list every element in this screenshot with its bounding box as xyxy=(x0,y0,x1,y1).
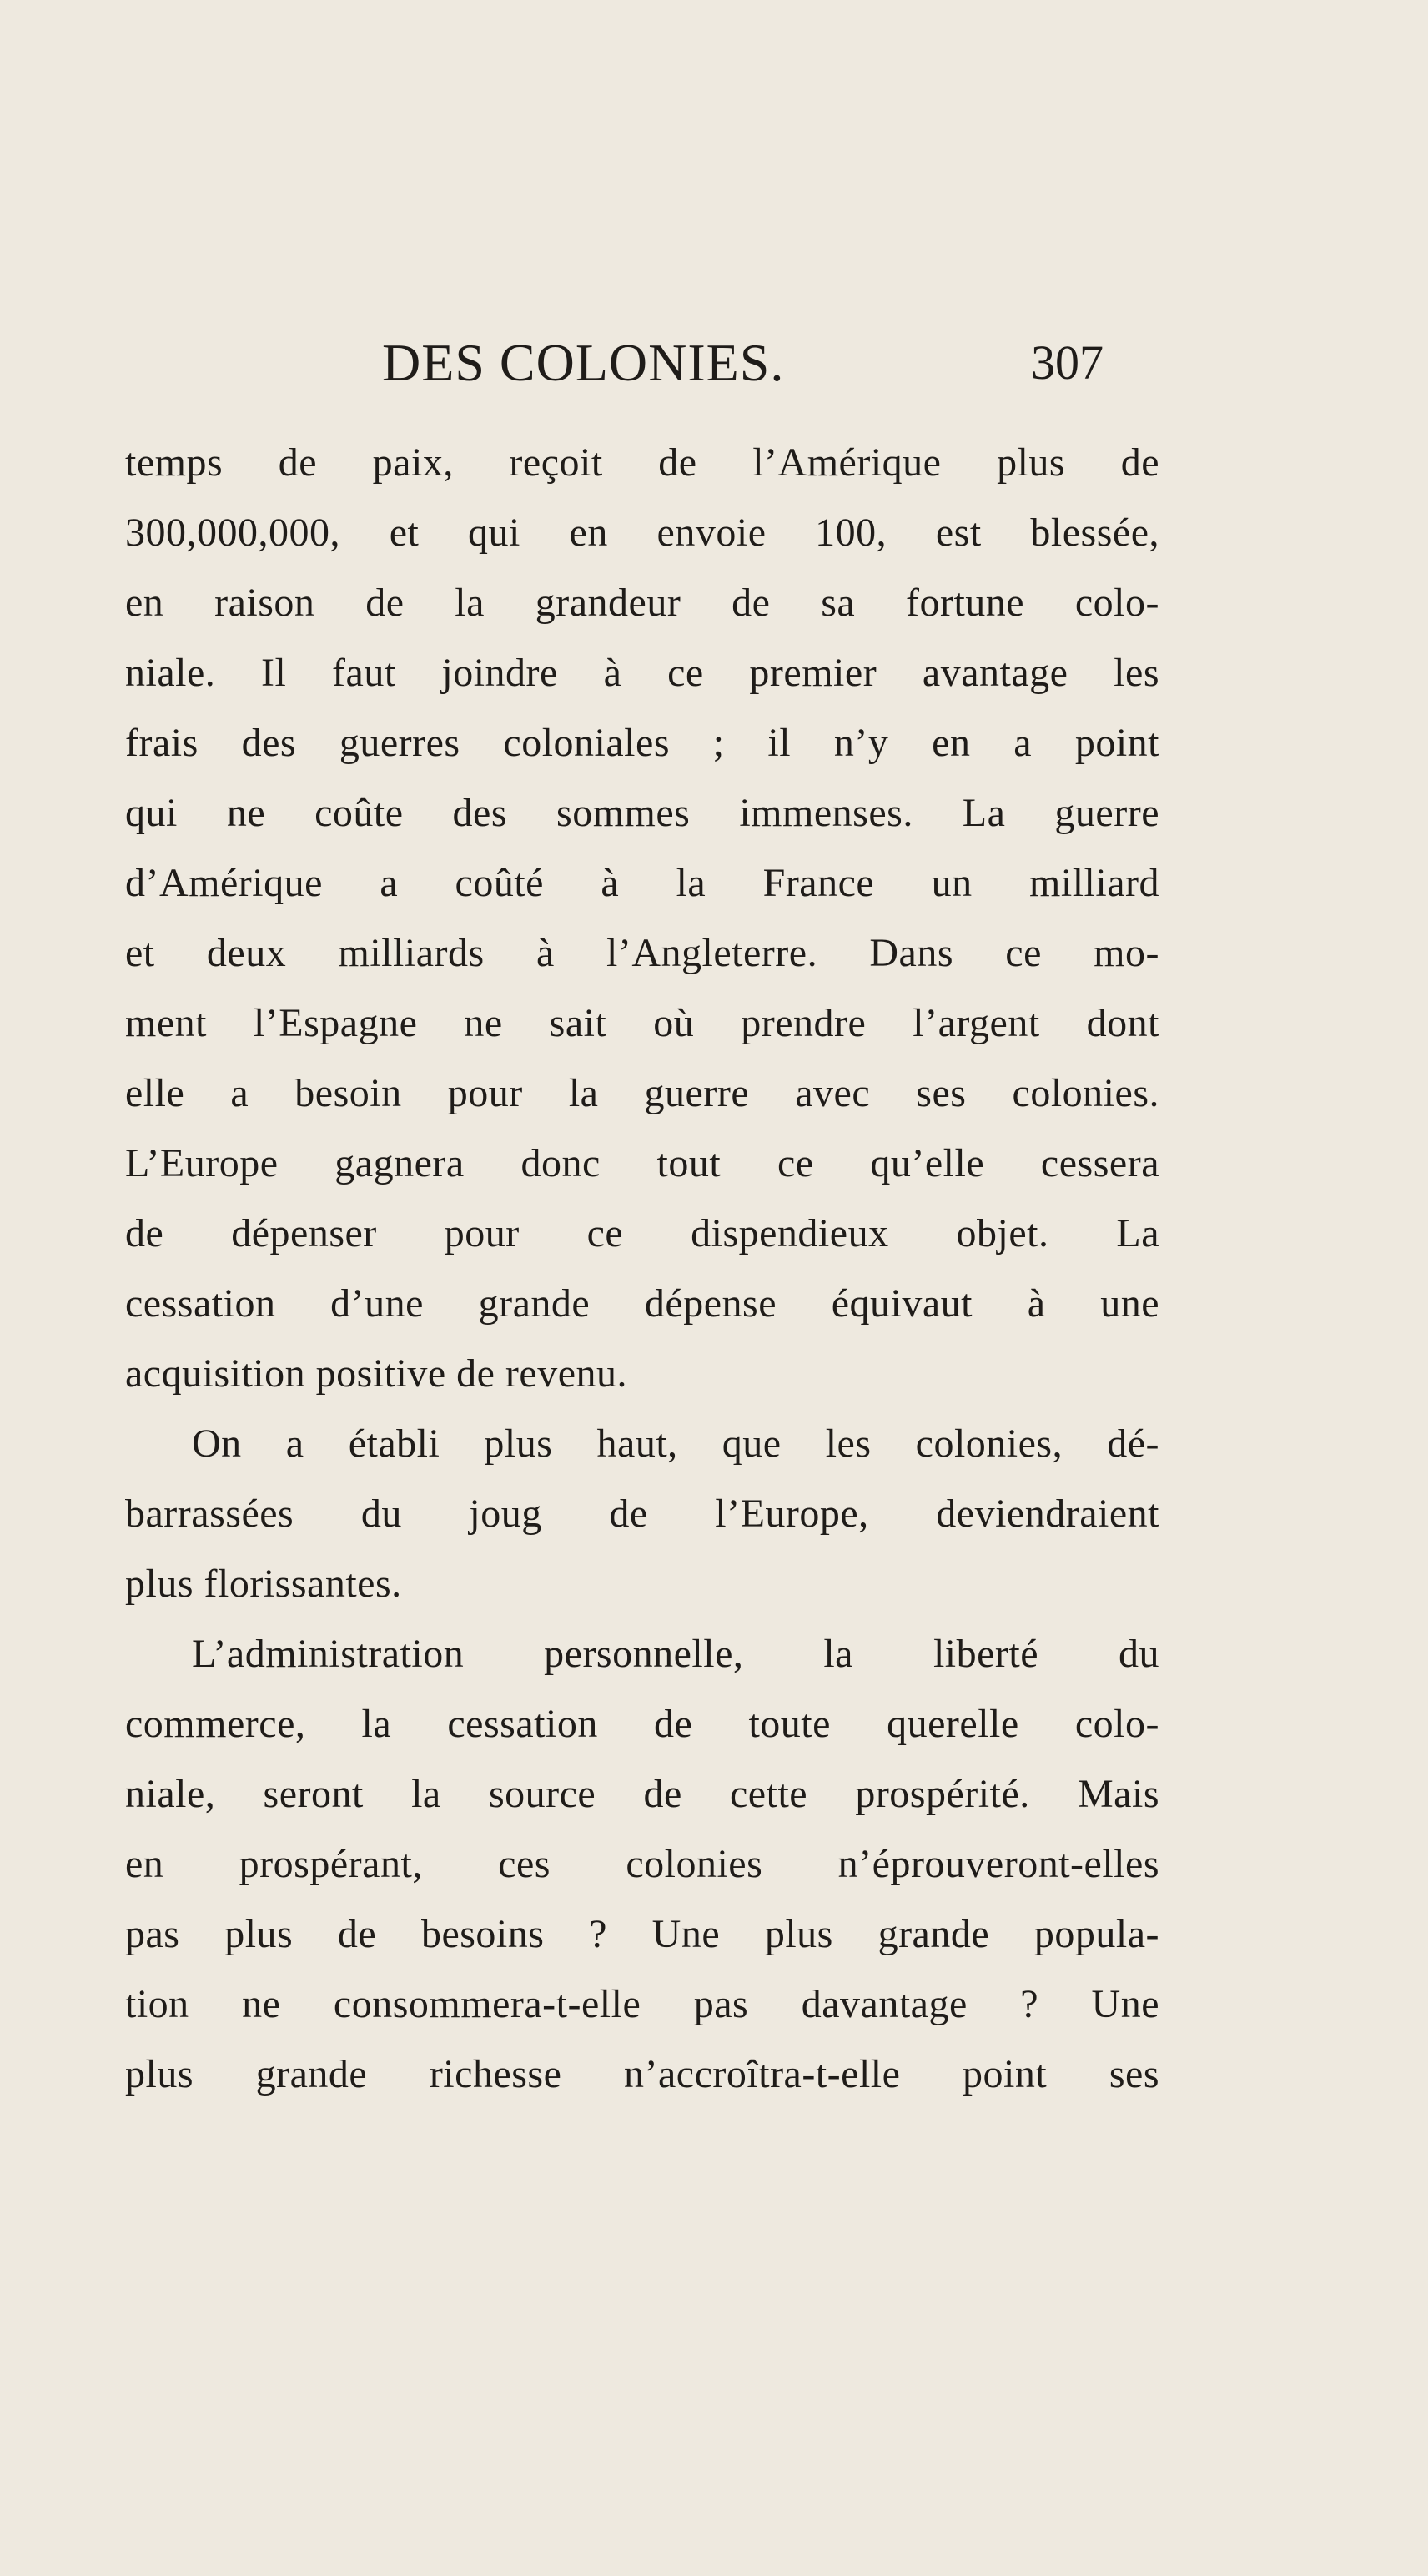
text-line: d’Amérique a coûté à la France un milliard xyxy=(125,861,1159,905)
text-line: pas plus de besoins ? Une plus grande popula- xyxy=(125,1912,1159,1956)
text-line: 300,000,000, et qui en envoie 100, est blessée, xyxy=(125,511,1159,555)
text-line: qui ne coûte des sommes immenses. La guerre xyxy=(125,791,1159,835)
text-line: cessation d’une grande dépense équivaut à une xyxy=(125,1281,1159,1326)
text-line: temps de paix, reçoit de l’Amérique plus de xyxy=(125,440,1159,485)
running-title: DES COLONIES. xyxy=(382,333,785,392)
paragraph-end-line: acquisition positive de revenu. xyxy=(125,1351,628,1396)
text-line: en prospérant, ces colonies n’éprouveront-elles xyxy=(125,1842,1159,1886)
text-line: commerce, la cessation de toute querelle colo- xyxy=(125,1702,1159,1746)
text-line: plus grande richesse n’accroîtra-t-elle point ses xyxy=(125,2052,1159,2096)
body-text xyxy=(125,438,1176,2106)
text-line: tion ne consommera-t-elle pas davantage ? Une xyxy=(125,1982,1159,2026)
text-line: frais des guerres coloniales ; il n’y en a point xyxy=(125,721,1159,765)
paragraph-start-line: L’administration personnelle, la liberté du xyxy=(192,1632,1159,1676)
paragraph-end-line: plus florissantes. xyxy=(125,1562,402,1606)
text-line: barrassées du joug de l’Europe, deviendraient xyxy=(125,1492,1159,1536)
text-line: et deux milliards à l’Angleterre. Dans ce mo- xyxy=(125,931,1159,975)
page-number: 307 xyxy=(1031,335,1104,390)
text-line: de dépenser pour ce dispendieux objet. La xyxy=(125,1211,1159,1255)
paragraph-start-line: On a établi plus haut, que les colonies, dé- xyxy=(192,1421,1159,1466)
text-line: L’Europe gagnera donc tout ce qu’elle cessera xyxy=(125,1141,1159,1185)
text-line: elle a besoin pour la guerre avec ses colonies. xyxy=(125,1071,1159,1115)
text-line: niale, seront la source de cette prospérité. Mais xyxy=(125,1772,1159,1816)
text-line: en raison de la grandeur de sa fortune colo- xyxy=(125,581,1159,625)
page-header xyxy=(125,325,1168,400)
text-line: niale. Il faut joindre à ce premier avantage les xyxy=(125,651,1159,695)
text-line: ment l’Espagne ne sait où prendre l’argent dont xyxy=(125,1001,1159,1045)
